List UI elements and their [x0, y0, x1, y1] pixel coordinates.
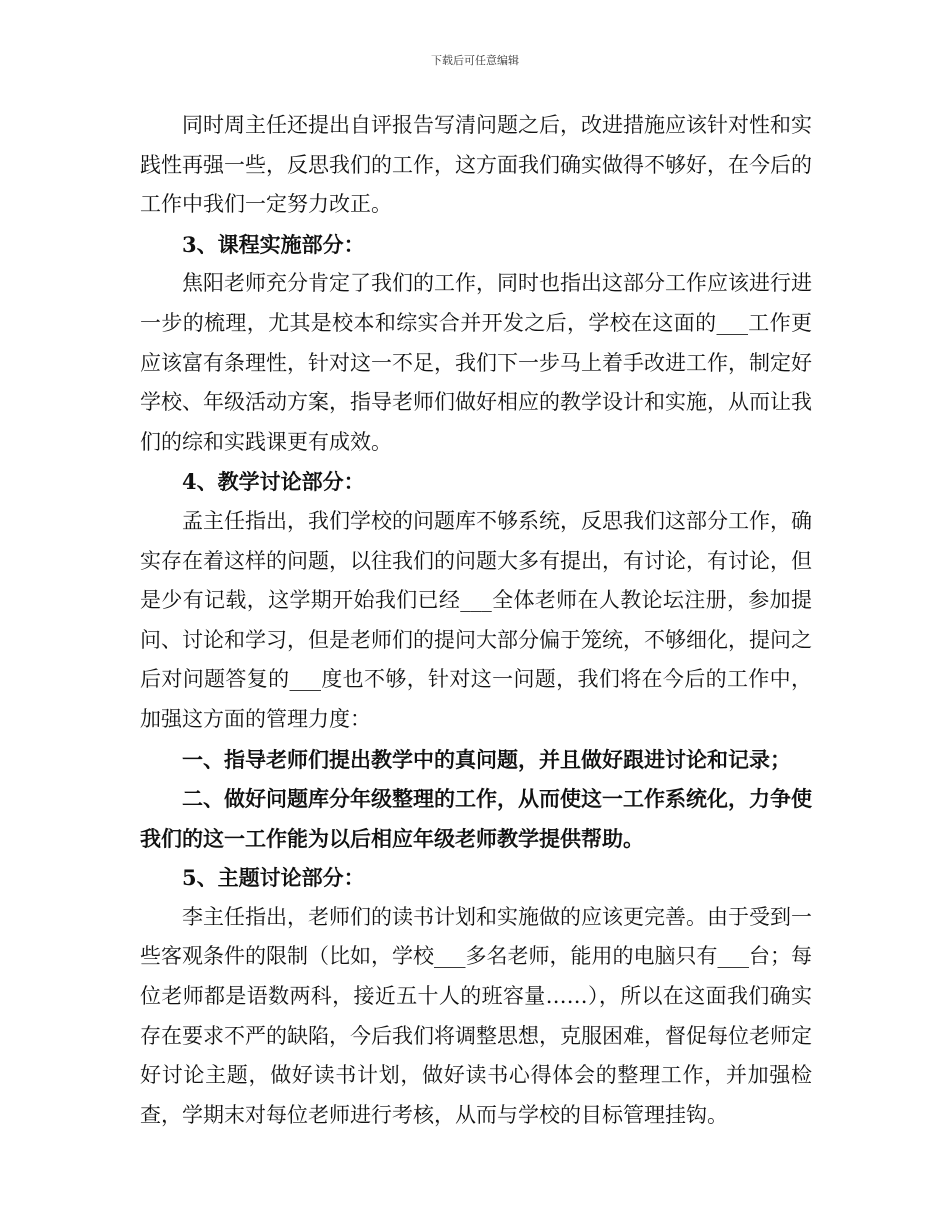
measure-item-1: 一、指导老师们提出教学中的真问题，并且做好跟进讨论和记录； [182, 746, 791, 772]
section-heading-teaching-discussion: 4、教学讨论部分： [182, 469, 365, 495]
paragraph-theme-discussion: 李主任指出，老师们的读书计划和实施做的应该更完善。由于受到一些客观条件的限制（比如，学校___多名老师，能用的电脑只有___台；每位老师都是语数两科，接近五十人的班容量……），所以在这面我们确实存在要求不严的缺陷，今后我们将调整思想，克服困难，督促每位老师定好讨论主题，做好读书计划，做好读书心得体会的整理工作，并加强检查，学期末对每位老师进行考核，从而与学校的目标管理挂钩。 [140, 904, 812, 1127]
section-heading-curriculum: 3、课程实施部分： [182, 231, 365, 257]
page-header: 下载后可任意编辑 [431, 54, 519, 67]
paragraph-curriculum: 焦阳老师充分肯定了我们的工作，同时也指出这部分工作应该进行进一步的梳理，尤其是校本和综实合并开发之后，学校在这面的___工作更应该富有条理性，针对这一不足，我们下一步马上着手改进工作，制定好学校、年级活动方案，指导老师们做好相应的教学设计和实施，从而让我们的综和实践课更有成效。 [140, 271, 812, 454]
paragraph-self-evaluation: 同时周主任还提出自评报告写清问题之后，改进措施应该针对性和实践性再强一些，反思我们的工作，这方面我们确实做得不够好，在今后的工作中我们一定努力改正。 [140, 113, 812, 217]
paragraph-teaching-discussion: 孟主任指出，我们学校的问题库不够系统，反思我们这部分工作，确实存在着这样的问题，以往我们的问题大多有提出，有讨论，有讨论，但是少有记载，这学期开始我们已经___全体老师在人教论坛注册，参加提问、讨论和学习，但是老师们的提问大部分偏于笼统，不够细化，提问之后对问题答复的___度也不够，针对这一问题，我们将在今后的工作中，加强这方面的管理力度： [140, 508, 812, 731]
document-body [140, 106, 812, 1135]
measure-item-2: 二、做好问题库分年级整理的工作，从而使这一工作系统化，力争使我们的这一工作能为以后相应年级老师教学提供帮助。 [140, 786, 812, 851]
section-heading-theme-discussion: 5、主题讨论部分： [182, 865, 365, 891]
